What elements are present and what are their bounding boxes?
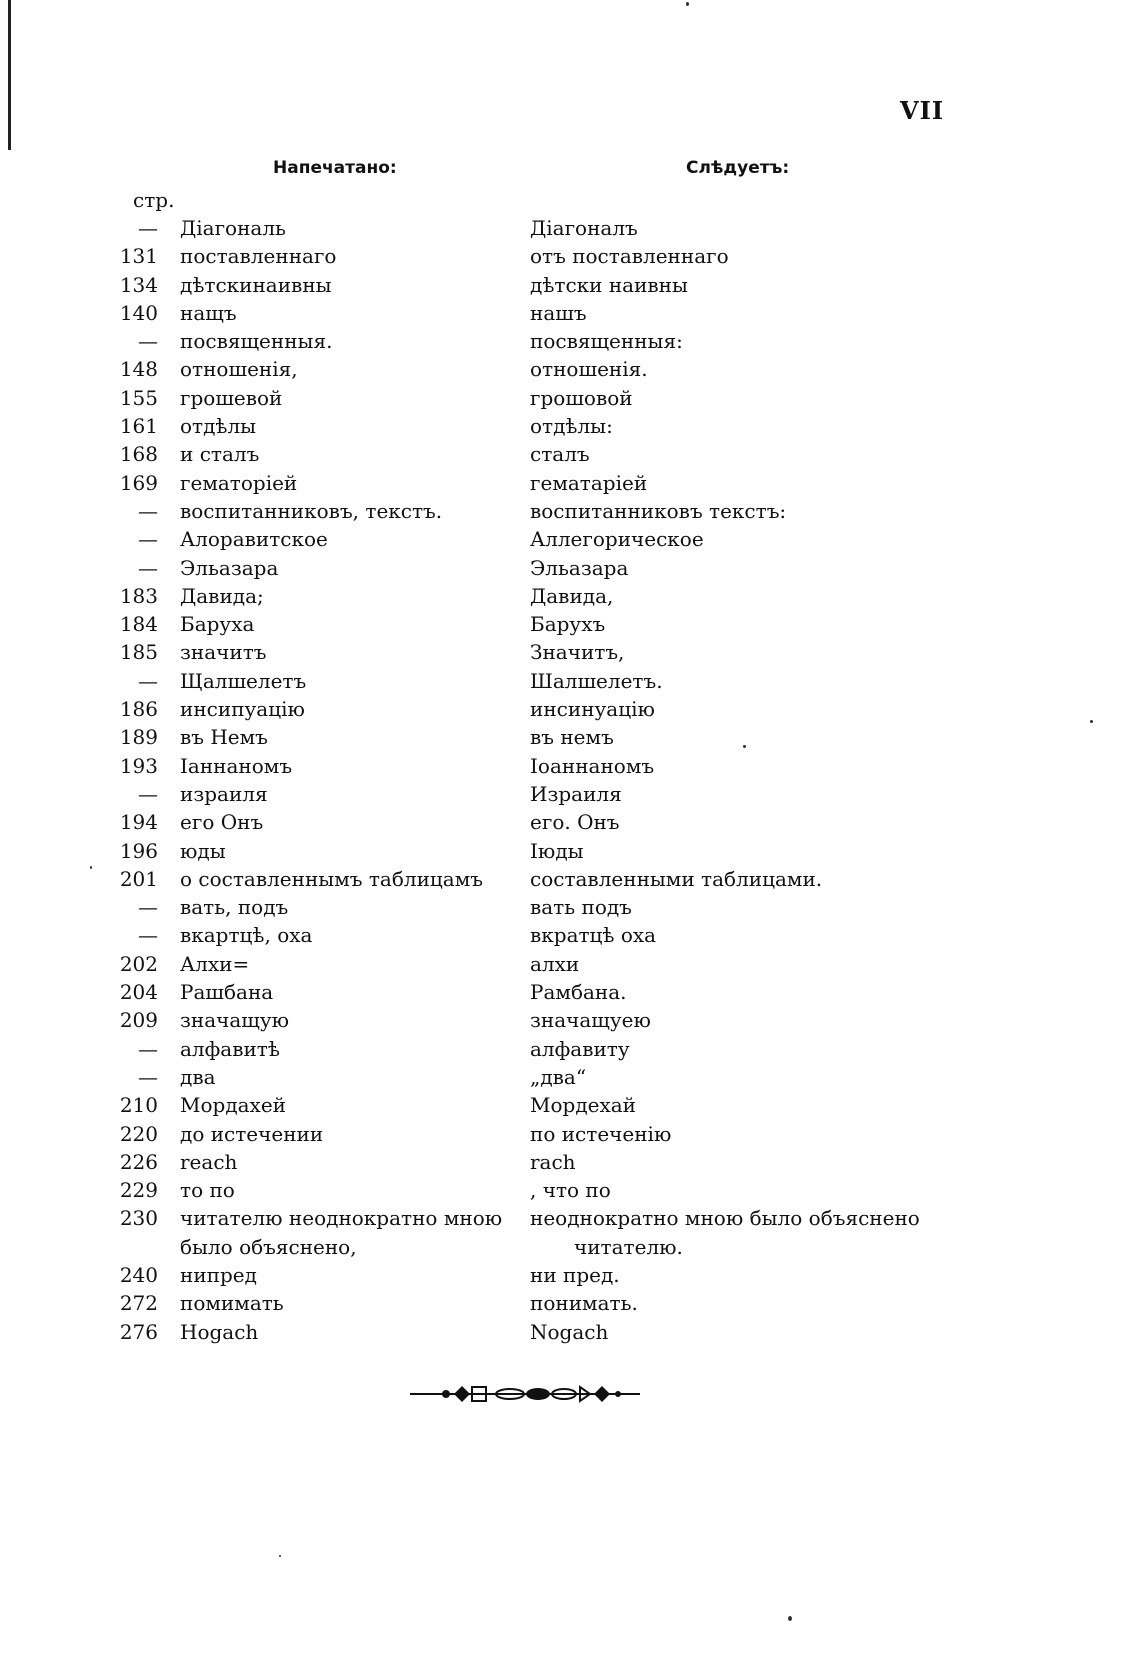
row-correct-line1: неоднократно мною было объяснено xyxy=(530,1206,920,1231)
row-page: 183 xyxy=(119,583,158,608)
row-page: — xyxy=(138,895,158,920)
row-correct: Іюды xyxy=(530,838,584,863)
errata-row xyxy=(112,723,972,751)
row-printed: Щалшелетъ xyxy=(180,668,307,693)
row-correct: отъ поставленнаго xyxy=(530,244,729,269)
row-printed: его Онъ xyxy=(180,810,264,835)
row-page: 209 xyxy=(119,1008,158,1033)
errata-row xyxy=(112,440,972,468)
row-printed: Эльазара xyxy=(180,555,279,580)
row-page: 161 xyxy=(119,414,158,439)
row-page: 186 xyxy=(119,697,158,722)
row-page: — xyxy=(138,1064,158,1089)
row-page: 131 xyxy=(119,244,158,269)
row-page: — xyxy=(138,555,158,580)
row-page: — xyxy=(138,668,158,693)
row-printed: Рашбана xyxy=(180,980,274,1005)
row-printed: въ Немъ xyxy=(180,725,268,750)
errata-row xyxy=(112,808,972,836)
errata-row xyxy=(112,1148,972,1176)
errata-row xyxy=(112,610,972,638)
row-page: — xyxy=(138,216,158,240)
scan-speck xyxy=(788,1616,792,1621)
row-printed: Алоравитское xyxy=(180,527,328,552)
row-page: 220 xyxy=(119,1121,158,1146)
errata-row xyxy=(112,525,972,553)
row-correct: Діагоналъ xyxy=(530,216,638,240)
errata-table xyxy=(112,214,972,1346)
row-correct: Рамбана. xyxy=(530,980,627,1005)
errata-row xyxy=(112,1318,972,1346)
errata-row xyxy=(112,978,972,1006)
row-page: 148 xyxy=(119,357,158,382)
scan-speck xyxy=(686,2,689,6)
errata-row xyxy=(112,1120,972,1148)
row-page: — xyxy=(138,1036,158,1061)
row-printed: нащъ xyxy=(180,300,237,325)
row-correct: алфавиту xyxy=(530,1036,630,1061)
errata-row xyxy=(112,1006,972,1034)
errata-row xyxy=(112,412,972,440)
row-printed: посвященныя. xyxy=(180,329,333,354)
row-printed-line2: было объяснено, xyxy=(180,1234,357,1259)
errata-row xyxy=(112,355,972,383)
row-page: 140 xyxy=(119,300,158,325)
row-page: 201 xyxy=(119,866,158,891)
row-correct: сталъ xyxy=(530,442,590,467)
row-page: 169 xyxy=(119,470,158,495)
row-printed: то по xyxy=(180,1178,235,1203)
row-correct: Мордехай xyxy=(530,1093,637,1118)
row-printed: алфавитѣ xyxy=(180,1036,280,1061)
row-page: 240 xyxy=(119,1262,158,1287)
row-correct: по истеченію xyxy=(530,1121,672,1146)
row-page: 230 xyxy=(119,1206,158,1231)
row-printed: отношенія, xyxy=(180,357,298,382)
scan-speck xyxy=(743,745,746,748)
errata-row xyxy=(112,780,972,808)
row-correct: грошовой xyxy=(530,385,633,410)
row-correct: алхи xyxy=(530,951,580,976)
row-page: 168 xyxy=(119,442,158,467)
errata-row xyxy=(112,1063,972,1091)
errata-row xyxy=(112,554,972,582)
row-printed: и сталъ xyxy=(180,442,260,467)
errata-row xyxy=(112,469,972,497)
row-correct: посвященныя: xyxy=(530,329,683,354)
errata-rows-end xyxy=(112,1261,972,1346)
errata-row xyxy=(112,1289,972,1317)
errata-row xyxy=(112,582,972,610)
row-correct: гематаріей xyxy=(530,470,648,495)
row-page: 276 xyxy=(119,1319,158,1344)
row-page: — xyxy=(138,781,158,806)
row-correct: „два“ xyxy=(530,1064,587,1089)
row-printed: помимать xyxy=(180,1291,284,1316)
row-correct: Аллегорическое xyxy=(530,527,704,552)
row-correct: rach xyxy=(530,1149,576,1174)
row-printed: отдѣлы xyxy=(180,414,257,439)
row-page: 155 xyxy=(119,385,158,410)
row-correct: отдѣлы: xyxy=(530,414,613,439)
row-correct: вать подъ xyxy=(530,895,632,920)
errata-row xyxy=(112,327,972,355)
row-printed: инсипуацію xyxy=(180,697,305,722)
row-page: 194 xyxy=(119,810,158,835)
errata-row xyxy=(112,271,972,299)
row-correct: Давида, xyxy=(530,583,614,608)
row-correct: вкратцѣ оха xyxy=(530,923,657,948)
row-correct: Значитъ, xyxy=(530,640,625,665)
row-printed: значитъ xyxy=(180,640,267,665)
row-printed: reach xyxy=(180,1149,238,1174)
errata-row xyxy=(112,638,972,666)
row-printed: юды xyxy=(180,838,226,863)
row-correct: въ немъ xyxy=(530,725,614,750)
row-printed: Давида; xyxy=(180,583,264,608)
row-printed: до истечении xyxy=(180,1121,324,1146)
errata-row xyxy=(112,695,972,723)
row-printed: о составленнымъ таблицамъ xyxy=(180,866,483,891)
row-printed: Діагональ xyxy=(180,216,286,240)
row-correct: Nogach xyxy=(530,1319,609,1344)
row-page: 184 xyxy=(119,612,158,637)
row-page: 185 xyxy=(119,640,158,665)
errata-row xyxy=(112,1091,972,1119)
row-printed: Мордахей xyxy=(180,1093,287,1118)
header-correct: Слѣдуетъ: xyxy=(686,158,790,178)
page-column-label: стр. xyxy=(133,188,175,212)
errata-row xyxy=(112,1176,972,1204)
row-page: — xyxy=(138,923,158,948)
errata-row xyxy=(112,1261,972,1289)
row-printed: Алхи= xyxy=(180,951,250,976)
ornament-divider-icon xyxy=(410,1381,640,1407)
row-correct-line2: читателю. xyxy=(574,1234,683,1259)
row-page: — xyxy=(138,498,158,523)
row-printed: Hogach xyxy=(180,1319,259,1344)
row-printed: нипред xyxy=(180,1262,257,1287)
scan-speck xyxy=(1090,720,1093,723)
row-printed: грошевой xyxy=(180,385,283,410)
row-correct: , что по xyxy=(530,1178,611,1203)
row-printed: Іаннаномъ xyxy=(180,753,293,778)
row-correct: ни пред. xyxy=(530,1262,620,1287)
row-correct: Іоаннаномъ xyxy=(530,753,655,778)
row-printed: израиля xyxy=(180,781,268,806)
row-page: — xyxy=(138,329,158,354)
row-page: 189 xyxy=(119,725,158,750)
row-page: 193 xyxy=(119,753,158,778)
row-correct: составленными таблицами. xyxy=(530,866,823,891)
errata-row xyxy=(112,1035,972,1063)
row-page: 134 xyxy=(119,272,158,297)
errata-row xyxy=(112,242,972,270)
errata-row xyxy=(112,865,972,893)
row-printed-line1: читателю неоднократно мною xyxy=(180,1206,503,1231)
row-page: 210 xyxy=(119,1093,158,1118)
row-correct: дѣтски наивны xyxy=(530,272,688,297)
row-correct: Израиля xyxy=(530,781,622,806)
row-printed: Баруха xyxy=(180,612,255,637)
row-correct: нашъ xyxy=(530,300,587,325)
row-page: 204 xyxy=(119,980,158,1005)
row-correct: Эльазара xyxy=(530,555,629,580)
row-page: 229 xyxy=(119,1178,158,1203)
row-correct: отношенія. xyxy=(530,357,648,382)
errata-row xyxy=(112,950,972,978)
row-printed: гематоріей xyxy=(180,470,298,495)
row-correct xyxy=(530,1204,940,1261)
row-correct: Шалшелетъ. xyxy=(530,668,663,693)
errata-row xyxy=(112,384,972,412)
row-page: 226 xyxy=(119,1149,158,1174)
errata-row xyxy=(112,837,972,865)
row-printed: вкартцѣ, оха xyxy=(180,923,313,948)
row-printed: поставленнаго xyxy=(180,244,337,269)
row-page: 196 xyxy=(119,838,158,863)
row-correct: инсинуацію xyxy=(530,697,655,722)
errata-row xyxy=(112,299,972,327)
row-printed: два xyxy=(180,1064,216,1089)
page-number: VII xyxy=(900,96,945,125)
row-correct: понимать. xyxy=(530,1291,638,1316)
errata-row xyxy=(112,921,972,949)
row-printed: вать, подъ xyxy=(180,895,289,920)
scan-speck xyxy=(90,866,92,869)
errata-row xyxy=(112,214,972,242)
row-printed: воспитанниковъ, текстъ. xyxy=(180,498,443,523)
errata-row xyxy=(112,667,972,695)
scan-edge-rule xyxy=(8,0,11,150)
row-correct: воспитанниковъ текстъ: xyxy=(530,498,787,523)
errata-row-230 xyxy=(112,1204,972,1261)
row-correct: Барухъ xyxy=(530,612,606,637)
row-correct: его. Онъ xyxy=(530,810,620,835)
errata-rows xyxy=(112,214,972,1204)
row-correct: значащуею xyxy=(530,1008,651,1033)
errata-row xyxy=(112,752,972,780)
row-page: 272 xyxy=(119,1291,158,1316)
scan-speck xyxy=(279,1555,281,1557)
row-printed: значащую xyxy=(180,1008,290,1033)
row-printed: дѣтскинаивны xyxy=(180,272,332,297)
errata-row xyxy=(112,497,972,525)
row-page: 202 xyxy=(119,951,158,976)
header-printed: Напечатано: xyxy=(273,158,397,178)
errata-row xyxy=(112,893,972,921)
row-page: — xyxy=(138,527,158,552)
row-printed xyxy=(180,1204,510,1261)
